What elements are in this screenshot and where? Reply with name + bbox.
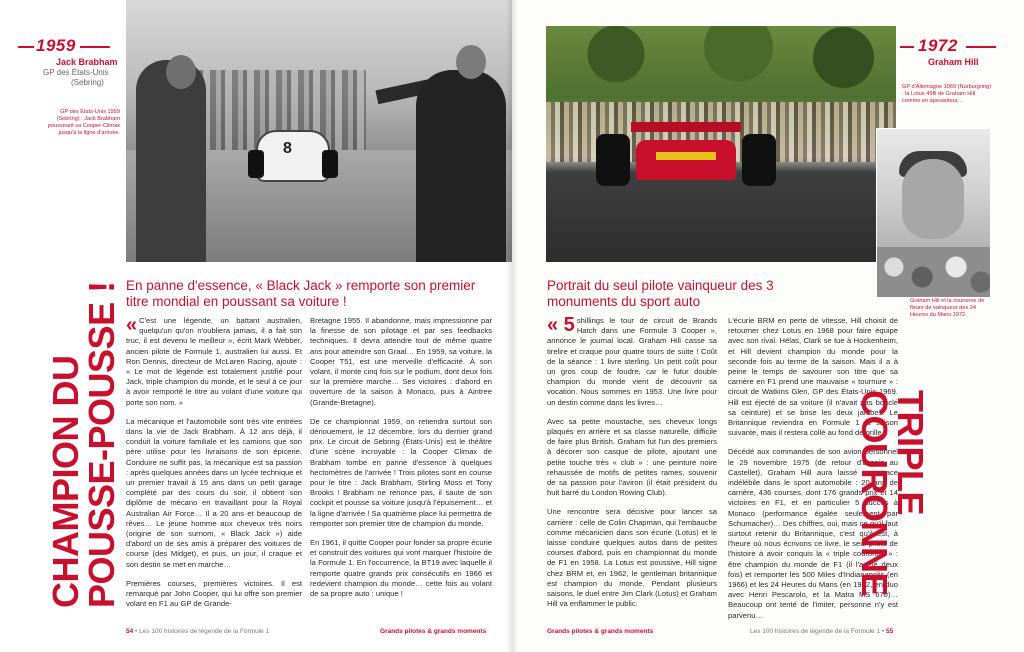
drop-quote-mark: « 5 <box>547 314 575 336</box>
page-title-vertical: CHAMPION DU POUSSE-POUSSE ! <box>45 281 122 608</box>
paragraph: Décédé aux commandes de son avion personnel le 29 novembre 1975 (de retour d'essais au Castellet), Graham Hill aura laissé une trace indélébile dans le sport automobile : 20 ans de carrière, 436 courses, dont 176 grands prix et 14 victoires en F1, et en particulier 5 succès à Monaco (performance égalée seulement par Schumacher)… Des chiffres, oui, mais ce qu'il faut surtout retenir du Britannique, c'est qu'il est, à l'heure où nous écrivons ce livre, le seul pilote de l'histoire à avoir conquis la « triple couronne » : être champion du monde de F1 (il l'a été deux fois) et remporter les 500 Miles d'Indianapolis (en 1966) et les 24 Heures du Mans (en 1972, en duo avec Henri Pescarolo, et la Matra MS 670)… Beaucoup ont tenté de l'imiter, personne n'y est parvenu… <box>728 447 898 620</box>
paragraph: Bretagne 1955. Il abandonne, mais impressionne par la finesse de son pilotage et par ses feedbacks techniques. Il devra attendre tout de même quatre ans pour atteindre son Graal… En 1959, sa voiture, la Cooper T51, est une merveille d'efficacité. À son volant, il monte cinq fois sur le podium, dont deux fois sur la première marche… Ses victoires : d'abord en ouverture de la saison à Monaco, puis à Aintree (Grande-Bretagne). <box>310 316 492 407</box>
year-label: 1959 <box>36 36 76 55</box>
book-title: Les 100 histoires de légende de la Formule 1 <box>139 628 270 635</box>
paragraph: Une rencontre sera décisive pour lancer sa carrière : celle de Colin Chapman, qui l'embauche comme mécanicien dans son écurie (Lotus) et le laisse conduire quelques autos dans de petites courses d'abord, puis en championnat du monde de F1 en 1958. La Lotus est poussive, Hill signe chez BRM et, en 1962, le gentleman britannique est champion du monde. Pendant plusieurs saisons, le duel entre Jim Clark (Lotus) et Graham Hill va enflammer le public. <box>547 507 717 609</box>
page-folio: Les 100 histoires de légende de la Formule 1 • 55 <box>750 628 894 635</box>
paragraph: L'écurie BRM en perte de vitesse, Hill choisit de retourner chez Lotus en 1968 pour faire équipe avec son rival. Hélas, Clark se tue à Hockenheim, et Hill devient champion du monde pour la seconde fois au terme de la saison. Mais il a à peine le temps de savourer son titre que sa carrière en F1 prend une mauvaise « tournure » : circuit de Watkins Glen, GP des États-Unis 1969. Hill est éjecté de sa voiture (il n'avait pas bouclé sa ceinture) et se brise les deux jambes. Le Britannique reviendra en Formule 1 la saison suivante, mais il restera collé au fond de grille… <box>728 316 898 438</box>
page-number: 55 <box>885 628 894 635</box>
race-photo-lotus <box>546 26 896 262</box>
spine-shadow <box>506 0 518 652</box>
photo-caption: GP d'Allemagne 1969 (Nürburgring) : la Lotus 49B de Graham Hill comme en apesanteur… <box>902 84 991 104</box>
portrait-photo-hill <box>876 128 991 298</box>
driver-name: Jack Brabham <box>56 57 118 67</box>
car-number: 8 <box>283 140 292 157</box>
year-label: 1972 <box>918 36 958 55</box>
article-column-1 <box>547 316 717 618</box>
book-title: Les 100 histoires de légende de la Formule 1 <box>750 628 881 635</box>
running-head: Grands pilotes & grands moments <box>547 628 654 635</box>
article-subtitle: En panne d'essence, « Black Jack » remporte son premier titre mondial en poussant sa voiture ! <box>126 278 476 309</box>
race-photo-brabham <box>126 0 512 262</box>
article-column-2 <box>310 316 492 608</box>
paragraph: Premières courses, premières victoires. Il est remarqué par John Cooper, qui lui offre son premier volant en F1 au GP de Grande- <box>126 578 302 609</box>
page-number: 54 <box>126 628 134 635</box>
lotus-car <box>586 122 786 192</box>
paragraph: C'est une légende, un battant australien, quelqu'un qu'on n'oubliera jamais, il a fait son truc, il est devenu le meilleur », écrit Mark Webber, ancien pilote de Formule 1, australien lui aussi. Et Ron Dennis, directeur de McLaren Racing, ajoute : « Le mot de légende est totalement justifié pour Jack, triple champion du monde, et le seul à ce jour à avoir remporté le titre au volant d'une voiture qui porte son nom. » <box>126 316 302 407</box>
paragraph: shillings le tour de circuit de Brands Hatch dans une Formule 3 Cooper », annonce le journal local. Graham Hill casse sa tirelire et craque pour quatre tours de suite ! Coût de la séance : 1 livre sterling. Un petit coût pour un gros coup de foudre, car le futur double champion du monde vient de découvrir sa vocation. Nous sommes en 1953. Une livre pour un destin comme dans les livres… <box>547 316 717 407</box>
paragraph: La mécanique et l'automobile sont très vite entrées dans la vie de Jack Brabham. À 12 ans déjà, il conduit la voiture familiale et les camions que son père utilise pour les livraisons de son épicerie. Conduire ne suffit pas, la mécanique est sa passion : après quelques années dans un lycée technique et un premier travail à 15 ans dans un petit garage complété par des cours du soir, il obtient son diplôme de mécano en travaillant pour la Royal Australian Air Force… Il a 20 ans et beaucoup de rêves… Le jeune homme aux cheveux très noirs (origine de son surnom, « Black Jack ») aide d'abord un de ses amis à préparer des voitures de course (des Midget), et puis, un jour, il craque et son destin se met en marche… <box>126 416 302 569</box>
paragraph: De ce championnat 1959, on retiendra surtout son dénouement, le 12 décembre, lors du dernier grand prix. Le circuit de Sebring (États-Unis) est le théâtre d'une scène incroyable : la Cooper Climax de Brabham tombe en panne d'essence à quelques hectomètres de l'arrivée ! Trois pilotes sont en course pour le titre : Jack Brabham, Stirling Moss et Tony Brooks ! Brabham ne renonce pas, il saute de son cockpit et pousse sa voiture jusqu'à l'épuisement… et la ligne d'arrivée ! Sa quatrième place lui permettra de remporter son premier titre de champion du monde. <box>310 416 492 528</box>
running-head: Grands pilotes & grands moments <box>380 628 487 635</box>
article-subtitle: Portrait du seul pilote vainqueur des 3 monuments du sport auto <box>547 278 774 309</box>
driver-name: Graham Hill <box>928 57 979 67</box>
page-title-vertical: TRIPLE COURONNE <box>854 390 931 597</box>
paragraph: Avec sa petite moustache, ses cheveux longs plaqués en arrière et sa classe naturelle, difficile de faire plus British. Graham fut l'un des premiers à décorer son casque de pilote, ajoutant une petite touche très « club » : une peinture noire rehaussée de motifs de petites rames, souvenir de sa passion pour l'aviron (il était président du huit barré du London Rowing Club). <box>547 416 717 498</box>
portrait-caption: Graham Hill et la couronne de fleurs de vainqueur des 24 Heures du Mans 1972. <box>910 298 985 318</box>
year-rule-right-b <box>966 46 996 48</box>
paragraph: En 1961, il quitte Cooper pour fonder sa propre écurie et construit des voitures qui vont marquer l'histoire de la Formule 1. En l'occurrence, la BT19 avec laquelle il remporte quatre grands prix consécutifs en 1966 et redevient champion du monde… cette fois au volant de sa propre auto : unique ! <box>310 538 492 599</box>
year-rule-left-a <box>18 46 34 48</box>
race-place: (Sebring) <box>71 78 104 87</box>
race-name: GP des États-Unis <box>43 68 109 77</box>
year-rule-left-b <box>80 46 110 48</box>
race-car <box>256 130 330 182</box>
article-column-1 <box>126 316 302 618</box>
drop-quote-mark: « <box>126 314 138 336</box>
photo-caption: GP des États-Unis 1959 (Sebring) : Jack Brabham pousseant sa Cooper-Climax jusqu'à la ligne d'arrivée. <box>47 109 120 136</box>
year-rule-right-a <box>900 46 914 48</box>
page-folio: 54 • Les 100 histoires de légende de la Formule 1 <box>126 628 270 635</box>
